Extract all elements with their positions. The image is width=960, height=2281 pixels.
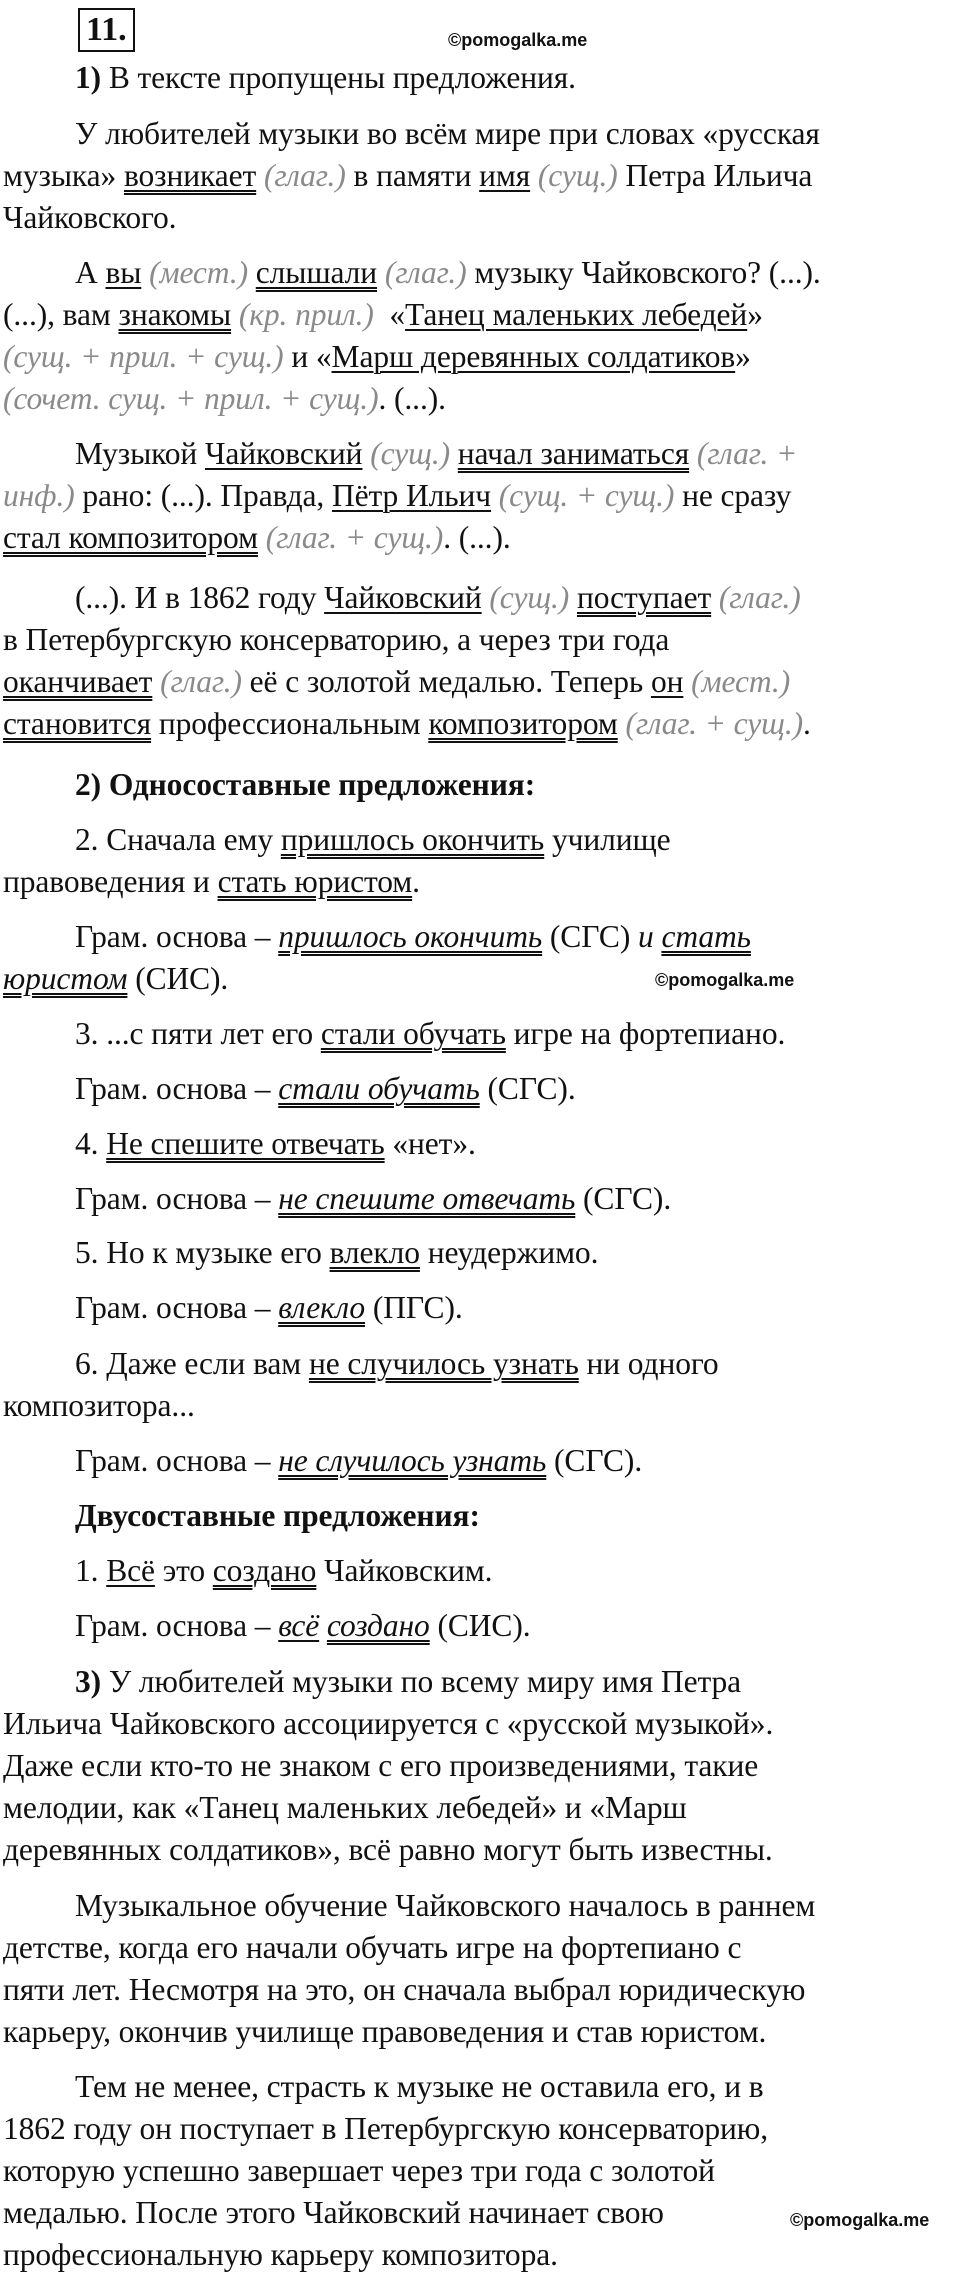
predicate: знакомы [118, 297, 232, 332]
subject: он [650, 664, 684, 699]
grammar-basis: юристом (СИС). [3, 961, 229, 996]
sentence: 6. Даже если вам не случилось узнать ни одного [75, 1346, 719, 1381]
exercise-number: 11. [78, 8, 135, 52]
subject: имя [479, 158, 531, 193]
p3-line: которую успешно завершает через три года с золотой [3, 2153, 715, 2188]
p1-line: Чайковского. [3, 200, 177, 235]
grammar-basis: Грам. основа – не случилось узнать (СГС). [75, 1443, 643, 1478]
subject: Марш деревянных солдатиков [331, 339, 736, 374]
part1-intro: 1) В тексте пропущены предложения. [75, 60, 576, 95]
p1-line: А вы (мест.) слышали (глаг.) музыку Чайковского? (...). [75, 255, 821, 290]
predicate: возникает [123, 158, 257, 193]
watermark: ©pomogalka.me [790, 2210, 930, 2230]
p1-line: Музыкой Чайковский (сущ.) начал заниматься (глаг. + [75, 436, 798, 471]
p3-line: детстве, когда его начали обучать игре на фортепиано с [3, 1930, 742, 1965]
p1-line: У любителей музыки во всём мире при словах «русская [75, 116, 820, 151]
grammar-basis: Грам. основа – всё создано (СИС). [75, 1608, 531, 1643]
subject: Пётр Ильич [331, 478, 491, 513]
p3-line: деревянных солдатиков», всё равно могут быть известны. [3, 1832, 773, 1867]
subject: Чайковский [324, 580, 482, 615]
p1-line: в Петербургскую консерваторию, а через три года [3, 622, 670, 657]
grammar-basis: Грам. основа – пришлось окончить (СГС) и стать [75, 919, 751, 954]
p3-line: профессиональную карьеру композитора. [3, 2237, 558, 2272]
p3-line: Даже если кто-то не знаком с его произведениями, такие [3, 1748, 759, 1783]
predicate: композитором [428, 706, 618, 741]
p1-line: музыка» возникает (глаг.) в памяти имя (сущ.) Петра Ильича [3, 158, 813, 193]
subject: Танец маленьких лебедей [405, 297, 748, 332]
heading-one-member: 2) Односоставные предложения: [75, 767, 536, 802]
p3-line: мелодии, как «Танец маленьких лебедей» и «Марш [3, 1790, 687, 1825]
p1-line: (...). И в 1862 году Чайковский (сущ.) поступает (глаг.) [75, 580, 801, 615]
predicate: начал заниматься [457, 436, 690, 471]
p1-line: становится профессиональным композитором (глаг. + сущ.). [3, 706, 811, 741]
sentence: композитора... [3, 1388, 195, 1423]
heading-two-member: Двусоставные предложения: [75, 1498, 480, 1533]
grammar-basis: Грам. основа – стали обучать (СГС). [75, 1071, 576, 1106]
p1-line: стал композитором (глаг. + сущ.). (...). [3, 520, 511, 555]
sentence: 3. ...с пяти лет его стали обучать игре на фортепиано. [75, 1016, 786, 1051]
p1-line: оканчивает (глаг.) её с золотой медалью. Теперь он (мест.) [3, 664, 791, 699]
predicate: поступает [576, 580, 712, 615]
p3-line: карьеру, окончив училище правоведения и став юристом. [3, 2014, 767, 2049]
p1-line: (сочет. сущ. + прил. + сущ.). (...). [3, 381, 446, 416]
watermark: ©pomogalka.me [655, 970, 795, 990]
p1-line: инф.) рано: (...). Правда, Пётр Ильич (сущ. + сущ.) не сразу [3, 478, 792, 513]
p3-line: медалью. После этого Чайковский начинает свою [3, 2195, 664, 2230]
p3-line: Музыкальное обучение Чайковского началось в раннем [75, 1888, 816, 1923]
watermark: ©pomogalka.me [448, 30, 588, 50]
sentence: 1. Всё это создано Чайковским. [75, 1553, 493, 1588]
p3-line: 1862 году он поступает в Петербургскую консерваторию, [3, 2111, 768, 2146]
p3-line: Ильича Чайковского ассоциируется с «русской музыкой». [3, 1706, 774, 1741]
subject: вы [105, 255, 142, 290]
p3-line: 3) У любителей музыки по всему миру имя Петра [75, 1664, 742, 1699]
p1-line: (...), вам знакомы (кр. прил.) «Танец маленьких лебедей» [3, 297, 763, 332]
grammar-basis: Грам. основа – не спешите отвечать (СГС). [75, 1181, 672, 1216]
p3-line: пяти лет. Несмотря на это, он сначала выбрал юридическую [3, 1972, 806, 2007]
predicate: стал композитором [3, 520, 258, 555]
sentence: 4. Не спешите отвечать «нет». [75, 1126, 476, 1161]
sentence: правоведения и стать юристом. [3, 864, 420, 899]
predicate: становится [3, 706, 152, 741]
grammar-basis: Грам. основа – влекло (ПГС). [75, 1290, 463, 1325]
p1-line: (сущ. + прил. + сущ.) и «Марш деревянных солдатиков» [3, 339, 751, 374]
sentence: 5. Но к музыке его влекло неудержимо. [75, 1235, 599, 1270]
p3-line: Тем не менее, страсть к музыке не оставила его, и в [75, 2069, 764, 2104]
predicate: оканчивает [3, 664, 153, 699]
predicate: слышали [255, 255, 378, 290]
sentence: 2. Сначала ему пришлось окончить училище [75, 822, 671, 857]
subject: Чайковский [204, 436, 363, 471]
